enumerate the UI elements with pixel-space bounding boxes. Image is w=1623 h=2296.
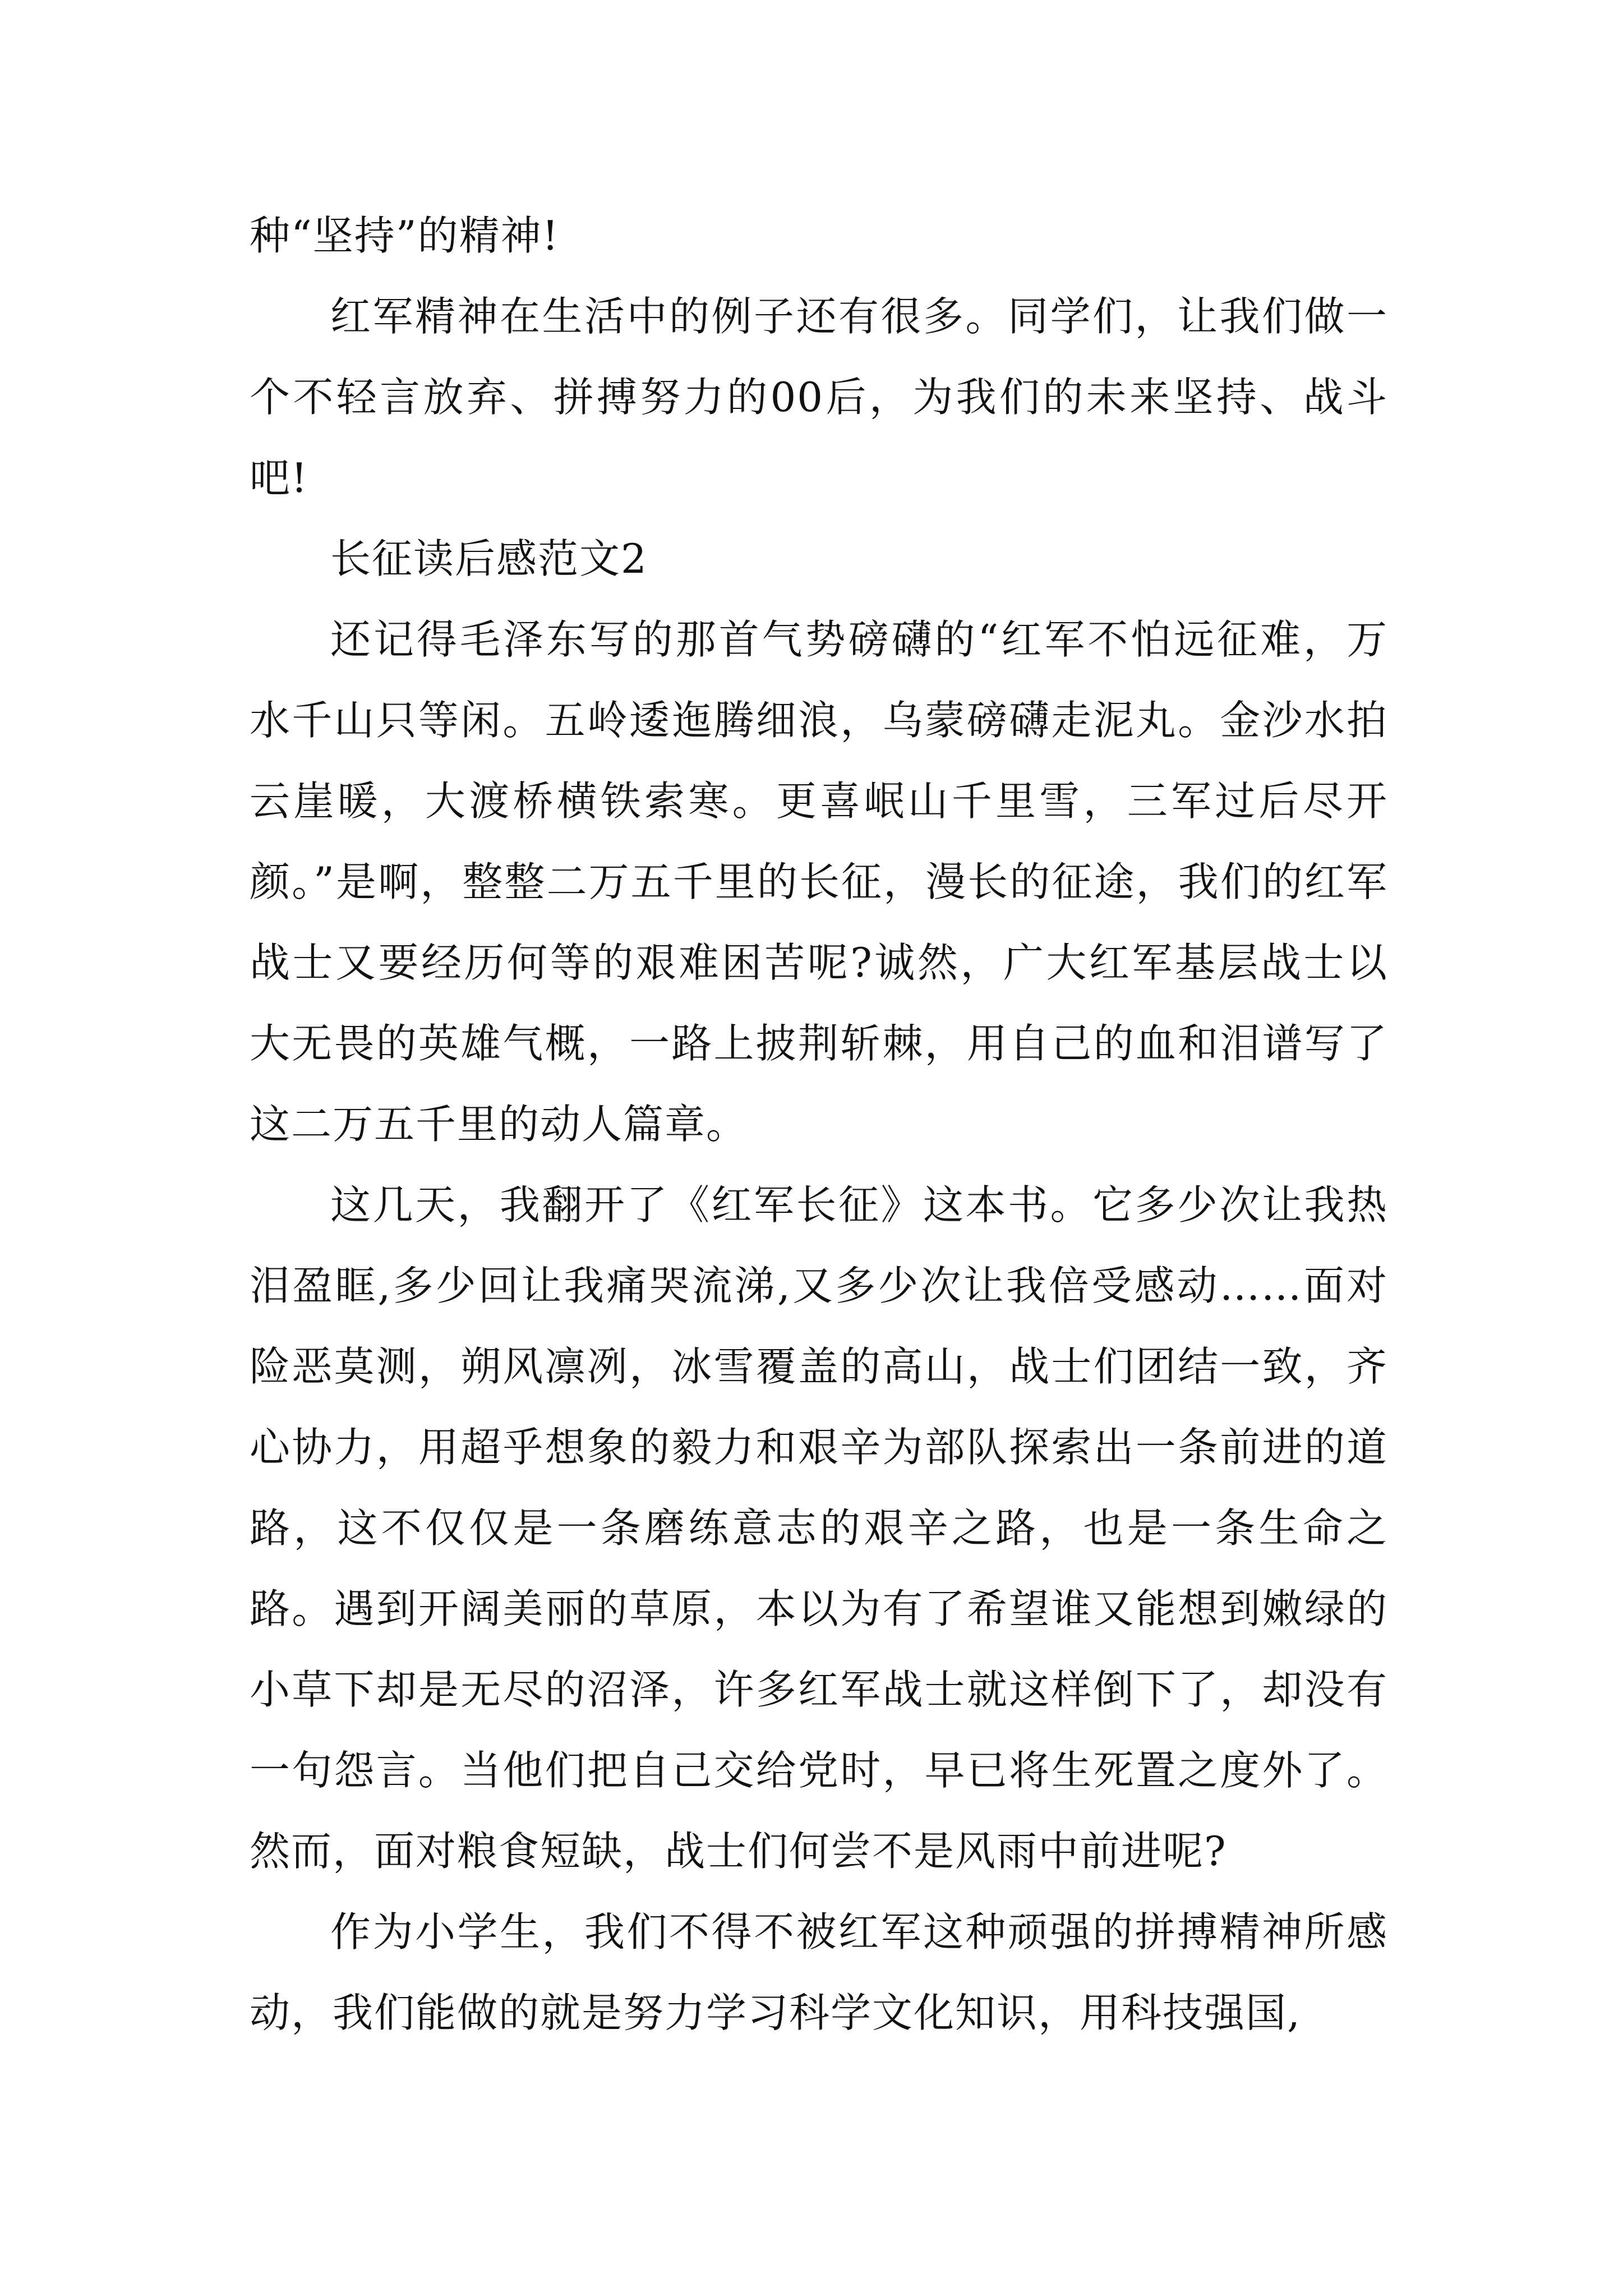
paragraph-red-army-spirit: 红军精神在生活中的例子还有很多。同学们，让我们做一个不轻言放弃、拼搏努力的00后，为我们的未来坚持、战斗吧! [250,293,1388,501]
paragraph-poem: 还记得毛泽东写的那首气势磅礴的“红军不怕远征难，万水千山只等闲。五岭逶迤腾细浪，乌蒙磅礴走泥丸。金沙水拍云崖暖，大渡桥横铁索寒。更喜岷山千里雪，三军过后尽开颜。”是啊，整整二万五千里的长征，漫长的征途，我们的红军战士又要经历何等的艰难困苦呢?诚然，广大红军基层战士以大无畏的英雄气概，一路上披荆斩棘，用自己的血和泪谱写了这二万五千里的动人篇章。 [250,616,1388,1148]
paragraph-book-reading: 这几天，我翻开了《红军长征》这本书。它多少次让我热泪盈眶,多少回让我痛哭流涕,又多少次让我倍受感动……面对险恶莫测，朔风凛冽，冰雪覆盖的高山，战士们团结一致，齐心协力，用超乎想象的毅力和艰辛为部队探索出一条前进的道路，这不仅仅是一条磨练意志的艰辛之路，也是一条生命之路。遇到开阔美丽的草原，本以为有了希望谁又能想到嫩绿的小草下却是无尽的沼泽，许多红军战士就这样倒下了，却没有一句怨言。当他们把自己交给党时，早已将生死置之度外了。然而，面对粮食短缺，战士们何尝不是风雨中前进呢? [250,1181,1388,1875]
paragraph-student-reflection: 作为小学生，我们不得不被红军这种顽强的拼搏精神所感动，我们能做的就是努力学习科学文化知识，用科技强国, [250,1908,1388,2036]
paragraph-continuation: 种“坚持”的精神! [250,212,560,259]
article-body [250,195,1388,2053]
section-heading: 长征读后感范文2 [330,535,648,582]
